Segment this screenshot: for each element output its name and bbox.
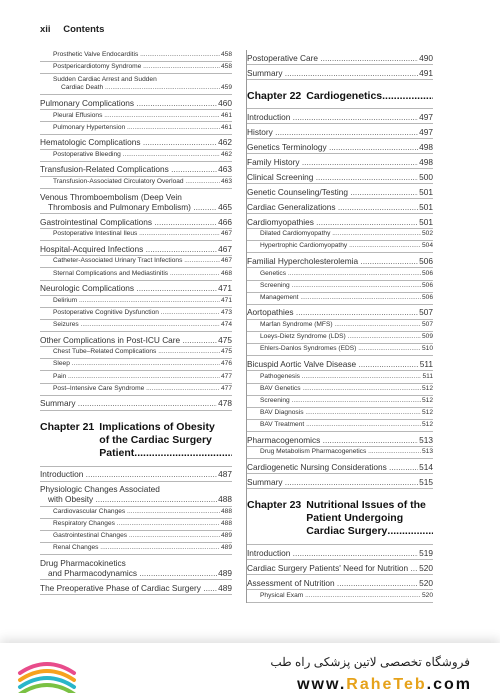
entry-title-line: and Pharmacodynamics ..... [40, 568, 217, 578]
entry-title: Postpericardiotomy Syndrome ..... [53, 63, 220, 72]
toc-subentry[interactable] [247, 384, 433, 396]
entry-title: Familial Hypercholesterolemia ..... [247, 256, 418, 266]
entry-page: 512 [421, 384, 433, 392]
entry-title: Hematologic Complications ..... [40, 137, 217, 147]
entry-page: 489 [218, 582, 232, 593]
chapter-title-line: Patient [99, 446, 135, 459]
toc-entry[interactable] [40, 555, 232, 580]
entry-page: 501 [419, 186, 433, 197]
toc-subentry[interactable] [40, 371, 232, 383]
toc-entry[interactable] [247, 124, 433, 139]
toc-entry[interactable] [40, 396, 232, 411]
toc-entry[interactable] [40, 95, 232, 110]
entry-title: Pulmonary Complications ..... [40, 98, 217, 108]
entry-title: Postoperative Bleeding ..... [53, 151, 220, 160]
entry-title: Pain ..... [53, 373, 220, 382]
toc-subentry[interactable] [40, 62, 232, 74]
entry-page: 467 [220, 230, 232, 238]
entry-title: Clinical Screening ..... [247, 172, 418, 182]
entry-page: 473 [220, 308, 232, 316]
entry-title: Sternal Complications and Mediastinitis ..... [53, 270, 220, 279]
toc-subentry[interactable] [40, 150, 232, 162]
toc-subentry[interactable] [247, 590, 433, 602]
entry-title-line: Venous Thromboembolism (Deep Vein [40, 191, 182, 202]
toc-subentry[interactable] [40, 507, 232, 519]
toc-entry[interactable] [40, 467, 232, 482]
entry-page: 511 [419, 358, 433, 369]
entry-page: 463 [220, 178, 232, 186]
entry-page: 489 [218, 567, 232, 578]
entry-title: Dilated Cardiomyopathy ..... [260, 230, 421, 239]
entry-title: Sleep ..... [53, 360, 220, 369]
entry-title [53, 76, 220, 94]
dot-leader [382, 90, 433, 102]
entry-title: Cardiomyopathies ..... [247, 217, 418, 227]
entry-title: Summary ..... [40, 398, 217, 408]
page-header [40, 24, 104, 35]
toc-entry[interactable] [40, 135, 232, 150]
entry-page: 474 [220, 321, 232, 329]
entry-page: 489 [220, 544, 232, 552]
entry-page: 488 [218, 494, 232, 505]
toc-entry[interactable] [40, 214, 232, 229]
entry-title: Genetics Terminology ..... [247, 142, 418, 152]
entry-page: 476 [220, 360, 232, 368]
toc-subentry[interactable] [247, 447, 433, 459]
dot-leader [134, 447, 232, 460]
toc-entry[interactable] [247, 474, 433, 489]
entry-page: 513 [419, 434, 433, 445]
entry-page: 514 [419, 461, 433, 472]
toc-entry[interactable] [40, 482, 232, 507]
toc-entry[interactable] [247, 560, 433, 575]
entry-page: 506 [421, 293, 433, 301]
entry-page: 501 [419, 201, 433, 212]
entry-page: 507 [421, 321, 433, 329]
entry-title [40, 484, 217, 504]
toc-entry[interactable] [247, 356, 433, 371]
chapter-title-line: of the Cardiac Surgery [99, 433, 212, 446]
toc-entry[interactable] [247, 459, 433, 474]
entry-title: Respiratory Changes ..... [53, 520, 220, 529]
store-name: فروشگاه تخصصی لاتین پزشکی راه طب [270, 655, 470, 669]
toc-subentry[interactable] [40, 256, 232, 268]
entry-title: Management ..... [260, 294, 421, 303]
entry-page: 506 [421, 269, 433, 277]
entry-title: Marfan Syndrome (MFS) ..... [260, 321, 421, 330]
chapter-title-last-line [306, 525, 433, 538]
toc-entry[interactable] [40, 241, 232, 256]
entry-page: 500 [419, 171, 433, 182]
entry-title: Drug Metabolism Pharmacogenetics ..... [260, 448, 421, 457]
toc-entry[interactable] [247, 65, 433, 80]
toc-entry[interactable] [247, 169, 433, 184]
toc-subentry[interactable] [40, 308, 232, 320]
toc-entry[interactable] [40, 580, 232, 595]
entry-page: 462 [218, 137, 232, 148]
toc-entry[interactable] [247, 139, 433, 154]
toc-subentry[interactable] [247, 420, 433, 432]
entry-page: 501 [419, 216, 433, 227]
chapter-heading[interactable] [247, 80, 433, 109]
url-prefix: www. [297, 676, 347, 693]
toc-subentry[interactable] [40, 531, 232, 543]
chapter-number: Chapter 21 [40, 420, 95, 433]
entry-title: Pharmacogenomics ..... [247, 435, 418, 445]
entry-page: 488 [220, 507, 232, 515]
toc-subentry[interactable] [40, 543, 232, 555]
entry-title: Introduction ..... [247, 548, 418, 558]
entry-page: 519 [419, 547, 433, 558]
toc-entry[interactable] [247, 184, 433, 199]
entry-page: 498 [419, 141, 433, 152]
entry-title: Assessment of Nutrition ..... [247, 578, 418, 588]
entry-title: Transfusion-Associated Circulatory Overload ..... [53, 178, 220, 187]
entry-title: Introduction ..... [40, 469, 217, 479]
entry-page: 512 [421, 396, 433, 404]
entry-title: Screening ..... [260, 282, 421, 291]
entry-page: 461 [220, 123, 232, 131]
entry-page: 512 [421, 409, 433, 417]
entry-page: 488 [220, 520, 232, 528]
toc-subentry[interactable] [247, 408, 433, 420]
toc-entry[interactable] [247, 214, 433, 229]
entry-page: 477 [220, 372, 232, 380]
entry-title: Chest Tube–Related Complications ..... [53, 348, 220, 357]
entry-title: Pulmonary Hypertension ..... [53, 124, 220, 133]
entry-page: 513 [421, 448, 433, 456]
entry-title: Hospital-Acquired Infections ..... [40, 244, 217, 254]
toc-entry[interactable] [40, 281, 232, 296]
entry-title: Gastrointestinal Complications ..... [40, 217, 217, 227]
toc-entry[interactable] [247, 50, 433, 65]
entry-page: 498 [419, 156, 433, 167]
entry-page: 460 [218, 97, 232, 108]
entry-title-line: Drug Pharmacokinetics [40, 557, 126, 568]
entry-title: Summary ..... [247, 68, 418, 78]
entry-title: Cardiac Generalizations ..... [247, 202, 418, 212]
toc-entry[interactable] [247, 199, 433, 214]
toc-entry[interactable] [40, 332, 232, 347]
toc-subentry[interactable] [40, 110, 232, 122]
toc-entry[interactable] [247, 253, 433, 268]
toc-subentry[interactable] [247, 229, 433, 241]
entry-title: Pathogenesis ..... [260, 373, 421, 382]
page-number: xii [40, 24, 51, 35]
entry-page: 465 [218, 201, 232, 212]
entry-title: Post–Intensive Care Syndrome ..... [53, 385, 220, 394]
entry-page: 511 [422, 372, 433, 380]
entry-page: 459 [220, 84, 232, 92]
entry-page: 497 [419, 111, 433, 122]
entry-title: Cardiovascular Changes ..... [53, 508, 220, 517]
book-logo-icon [16, 651, 78, 693]
entry-title: BAV Diagnosis ..... [260, 409, 421, 418]
entry-page: 471 [220, 296, 232, 304]
entry-title: Genetics ..... [260, 270, 421, 279]
toc-left-column [40, 50, 232, 595]
entry-title: Catheter-Associated Urinary Tract Infections ..... [53, 257, 220, 266]
entry-title: Summary ..... [247, 477, 418, 487]
entry-title: Cardiac Surgery Patients' Need for Nutrition ..... [247, 563, 418, 573]
store-url[interactable] [297, 676, 472, 694]
toc-subentry[interactable] [247, 241, 433, 253]
toc-subentry[interactable] [247, 281, 433, 293]
toc-subentry[interactable] [247, 293, 433, 305]
chapter-title-line: Implications of Obesity [99, 420, 215, 433]
entry-title: Screening ..... [260, 397, 421, 406]
entry-page: 461 [220, 111, 232, 119]
entry-title: BAV Treatment ..... [260, 421, 421, 430]
entry-page: 478 [218, 398, 232, 409]
entry-title: Seizures ..... [53, 321, 220, 330]
toc-entry[interactable] [40, 162, 232, 177]
entry-title: Family History ..... [247, 157, 418, 167]
chapter-title-line: Nutritional Issues of the [306, 499, 426, 512]
toc-subentry[interactable] [40, 347, 232, 359]
entry-page: 497 [419, 126, 433, 137]
store-banner[interactable] [0, 643, 500, 700]
toc-subentry[interactable] [247, 344, 433, 356]
entry-title: Postoperative Intestinal Ileus ..... [53, 230, 220, 239]
entry-page: 466 [218, 216, 232, 227]
toc-entry[interactable] [247, 154, 433, 169]
toc-subentry[interactable] [40, 122, 232, 134]
entry-title: Postoperative Care ..... [247, 53, 418, 63]
toc-subentry[interactable] [40, 320, 232, 332]
entry-title: Introduction ..... [247, 112, 418, 122]
toc-entry[interactable] [40, 189, 232, 214]
url-suffix: .com [426, 676, 472, 693]
entry-title: Aortopathies ..... [247, 307, 418, 317]
chapter-title-row [306, 90, 433, 102]
toc-entry[interactable] [247, 109, 433, 124]
entry-title: Bicuspid Aortic Valve Disease ..... [247, 359, 419, 369]
toc-subentry[interactable] [247, 371, 433, 383]
entry-title: Cardiogenetic Nursing Considerations ..... [247, 462, 418, 472]
toc-subentry[interactable] [40, 50, 232, 62]
toc-subentry[interactable] [40, 229, 232, 241]
chapter-heading[interactable] [247, 489, 433, 545]
entry-page: 506 [419, 255, 433, 266]
entry-title: Genetic Counseling/Testing ..... [247, 187, 418, 197]
entry-page: 520 [419, 562, 433, 573]
entry-page: 491 [419, 67, 433, 78]
entry-title: BAV Genetics ..... [260, 385, 421, 394]
toc-subentry[interactable] [40, 268, 232, 280]
chapter-title [306, 499, 433, 538]
entry-title: Neurologic Complications ..... [40, 283, 217, 293]
entry-page: 490 [419, 52, 433, 63]
entry-title: Renal Changes ..... [53, 544, 220, 553]
chapter-number: Chapter 22 [247, 90, 302, 102]
entry-page: 467 [218, 243, 232, 254]
toc-subentry[interactable] [247, 332, 433, 344]
entry-title-line: with Obesity ..... [40, 494, 217, 504]
entry-title: Gastrointestinal Changes ..... [53, 532, 220, 541]
toc-subentry[interactable] [40, 296, 232, 308]
toc-subentry[interactable] [40, 384, 232, 396]
chapter-number: Chapter 23 [247, 499, 302, 512]
entry-title [40, 558, 217, 578]
toc-entry[interactable] [247, 545, 433, 560]
entry-title: Delirium ..... [53, 297, 220, 306]
entry-title: Hypertrophic Cardiomyopathy ..... [260, 242, 421, 251]
entry-page: 475 [220, 348, 232, 356]
toc-right-column [246, 50, 433, 603]
toc-subentry[interactable] [247, 320, 433, 332]
toc-subentry[interactable] [40, 177, 232, 189]
entry-page: 520 [419, 577, 433, 588]
entry-page: 515 [419, 476, 433, 487]
toc-entry[interactable] [247, 432, 433, 447]
entry-page: 463 [218, 164, 232, 175]
entry-page: 458 [220, 63, 232, 71]
entry-page: 475 [218, 334, 232, 345]
entry-title: Physical Exam ..... [260, 592, 421, 601]
chapter-title-line: Patient Undergoing [306, 512, 404, 525]
entry-title: Pleural Effusions ..... [53, 112, 220, 121]
toc-entry[interactable] [247, 575, 433, 590]
chapter-title: Cardiogenetics [306, 90, 383, 102]
toc-subentry[interactable] [40, 359, 232, 371]
dot-leader [387, 525, 433, 538]
entry-page: 504 [421, 242, 433, 250]
entry-page: 520 [421, 591, 433, 599]
entry-page: 512 [421, 421, 433, 429]
entry-page: 471 [218, 283, 232, 294]
entry-title [40, 192, 217, 212]
chapter-title-line: Cardiac Surgery [306, 525, 388, 538]
entry-page: 468 [220, 269, 232, 277]
toc-subentry[interactable] [247, 268, 433, 280]
toc-subentry[interactable] [247, 396, 433, 408]
entry-page: 462 [220, 150, 232, 158]
entry-title-line: Cardiac Death ..... [53, 84, 220, 93]
entry-page: 509 [421, 333, 433, 341]
entry-title: The Preoperative Phase of Cardiac Surgery ..... [40, 583, 217, 593]
entry-title: Prosthetic Valve Endocarditis ..... [53, 51, 220, 60]
toc-subentry[interactable] [40, 74, 232, 95]
entry-page: 467 [220, 257, 232, 265]
entry-page: 477 [220, 384, 232, 392]
entry-title: Other Complications in Post-ICU Care ..... [40, 335, 217, 345]
chapter-title-last-line [99, 447, 232, 460]
entry-title: Postoperative Cognitive Dysfunction ..... [53, 309, 220, 318]
entry-title: Transfusion-Related Complications ..... [40, 164, 217, 174]
page-title: Contents [63, 24, 105, 35]
entry-title-line: Physiologic Changes Associated [40, 484, 160, 495]
entry-page: 506 [421, 281, 433, 289]
entry-title: Loeys-Dietz Syndrome (LDS) ..... [260, 333, 421, 342]
entry-title-line: Sudden Cardiac Arrest and Sudden [53, 75, 157, 83]
logo-arc [20, 685, 74, 693]
entry-page: 502 [421, 230, 433, 238]
entry-page: 487 [218, 469, 232, 480]
entry-page: 507 [419, 307, 433, 318]
entry-title: History ..... [247, 127, 418, 137]
entry-title: Ehlers-Danlos Syndromes (EDS) ..... [260, 345, 421, 354]
toc-entry[interactable] [247, 305, 433, 320]
entry-page: 489 [220, 532, 232, 540]
entry-page: 510 [421, 345, 433, 353]
toc-subentry[interactable] [40, 519, 232, 531]
entry-page: 458 [220, 51, 232, 59]
url-highlight: RaheTeb [346, 676, 427, 693]
entry-title-line: Thrombosis and Pulmonary Embolism) ..... [40, 202, 217, 212]
chapter-title [99, 421, 232, 460]
chapter-heading[interactable] [40, 411, 232, 467]
